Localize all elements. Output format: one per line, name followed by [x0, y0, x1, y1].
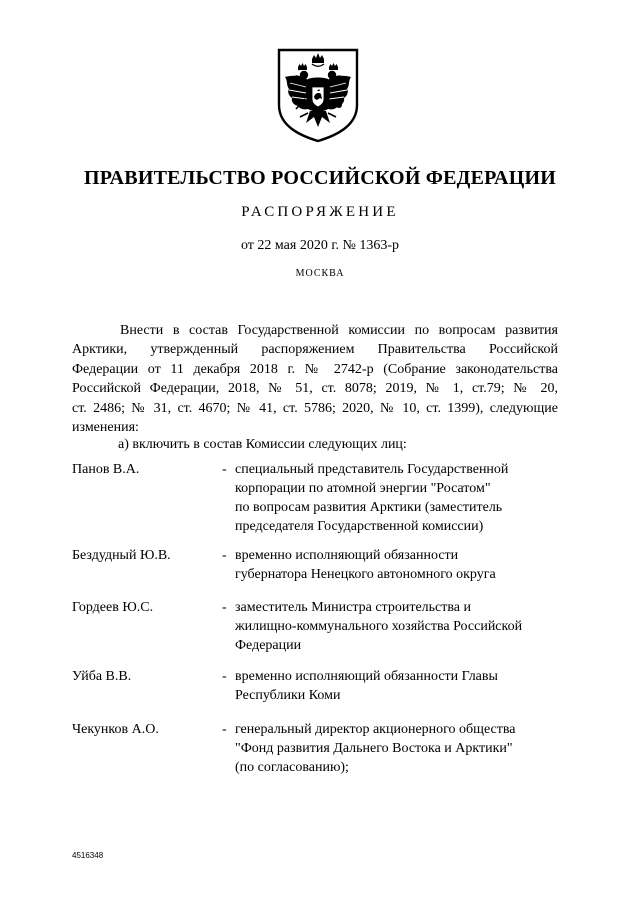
document-type: РАСПОРЯЖЕНИЕ [241, 204, 399, 220]
document-date-number: от 22 мая 2020 г. № 1363-р [240, 238, 400, 253]
member-role-line: (по согласованию); [235, 760, 349, 775]
document-city: МОСКВА [295, 268, 345, 279]
member-dash: - [222, 600, 227, 615]
member-dash: - [222, 462, 227, 477]
subpoint-a: а) включить в состав Комиссии следующих лиц: [118, 437, 407, 452]
member-role-line: губернатора Ненецкого автономного округа [235, 567, 496, 582]
intro-line: Арктики, утвержденный распоряжением Правительства Российской [72, 342, 558, 358]
member-role-line: Республики Коми [235, 688, 341, 703]
member-dash: - [222, 548, 227, 563]
intro-line: Внести в состав Государственной комиссии по вопросам развития [120, 323, 558, 338]
member-dash: - [222, 722, 227, 737]
intro-line: ст. 2486; № 31, ст. 4670; № 41, ст. 5786; 2020, № 10, ст. 1399), следующие [72, 400, 558, 416]
member-role-line: председателя Государственной комиссии) [235, 519, 484, 534]
member-role-line: жилищно-коммунального хозяйства Российской [235, 619, 523, 634]
member-role [235, 460, 565, 536]
member-role-line: временно исполняющий обязанности [235, 548, 459, 563]
intro-line: Российской Федерации, 2018, № 51, ст. 8078; 2019, № 1, ст.79; № 20, [72, 381, 558, 397]
intro-paragraph [72, 321, 558, 437]
member-dash: - [222, 669, 227, 684]
member-role [235, 667, 565, 705]
member-role [235, 546, 565, 584]
intro-line: изменения: [72, 420, 139, 436]
member-role-line: Федерации [235, 638, 302, 653]
member-name: Гордеев Ю.С. [72, 600, 154, 615]
member-role [235, 598, 565, 655]
member-name: Чекунков А.О. [72, 722, 159, 737]
member-role-line: специальный представитель Государственной [235, 462, 509, 477]
member-name: Бездудный Ю.В. [72, 548, 171, 563]
member-name: Панов В.А. [72, 462, 140, 477]
member-role-line: по вопросам развития Арктики (заместитель [235, 500, 503, 515]
member-name: Уйба В.В. [72, 669, 132, 684]
coat-of-arms-icon [276, 47, 360, 143]
member-role-line: временно исполняющий обязанности Главы [235, 669, 498, 684]
government-title: ПРАВИТЕЛЬСТВО РОССИЙСКОЙ ФЕДЕРАЦИИ [84, 167, 556, 189]
member-role-line: генеральный директор акционерного общества [235, 722, 516, 737]
member-role-line: "Фонд развития Дальнего Востока и Арктики" [235, 741, 513, 756]
member-role [235, 720, 565, 777]
document-code: 4516348 [72, 851, 104, 860]
intro-line: Федерации от 11 декабря 2018 г. № 2742-р (Собрание законодательства [72, 361, 558, 377]
member-role-line: корпорации по атомной энергии "Росатом" [235, 481, 491, 496]
member-role-line: заместитель Министра строительства и [235, 600, 471, 615]
